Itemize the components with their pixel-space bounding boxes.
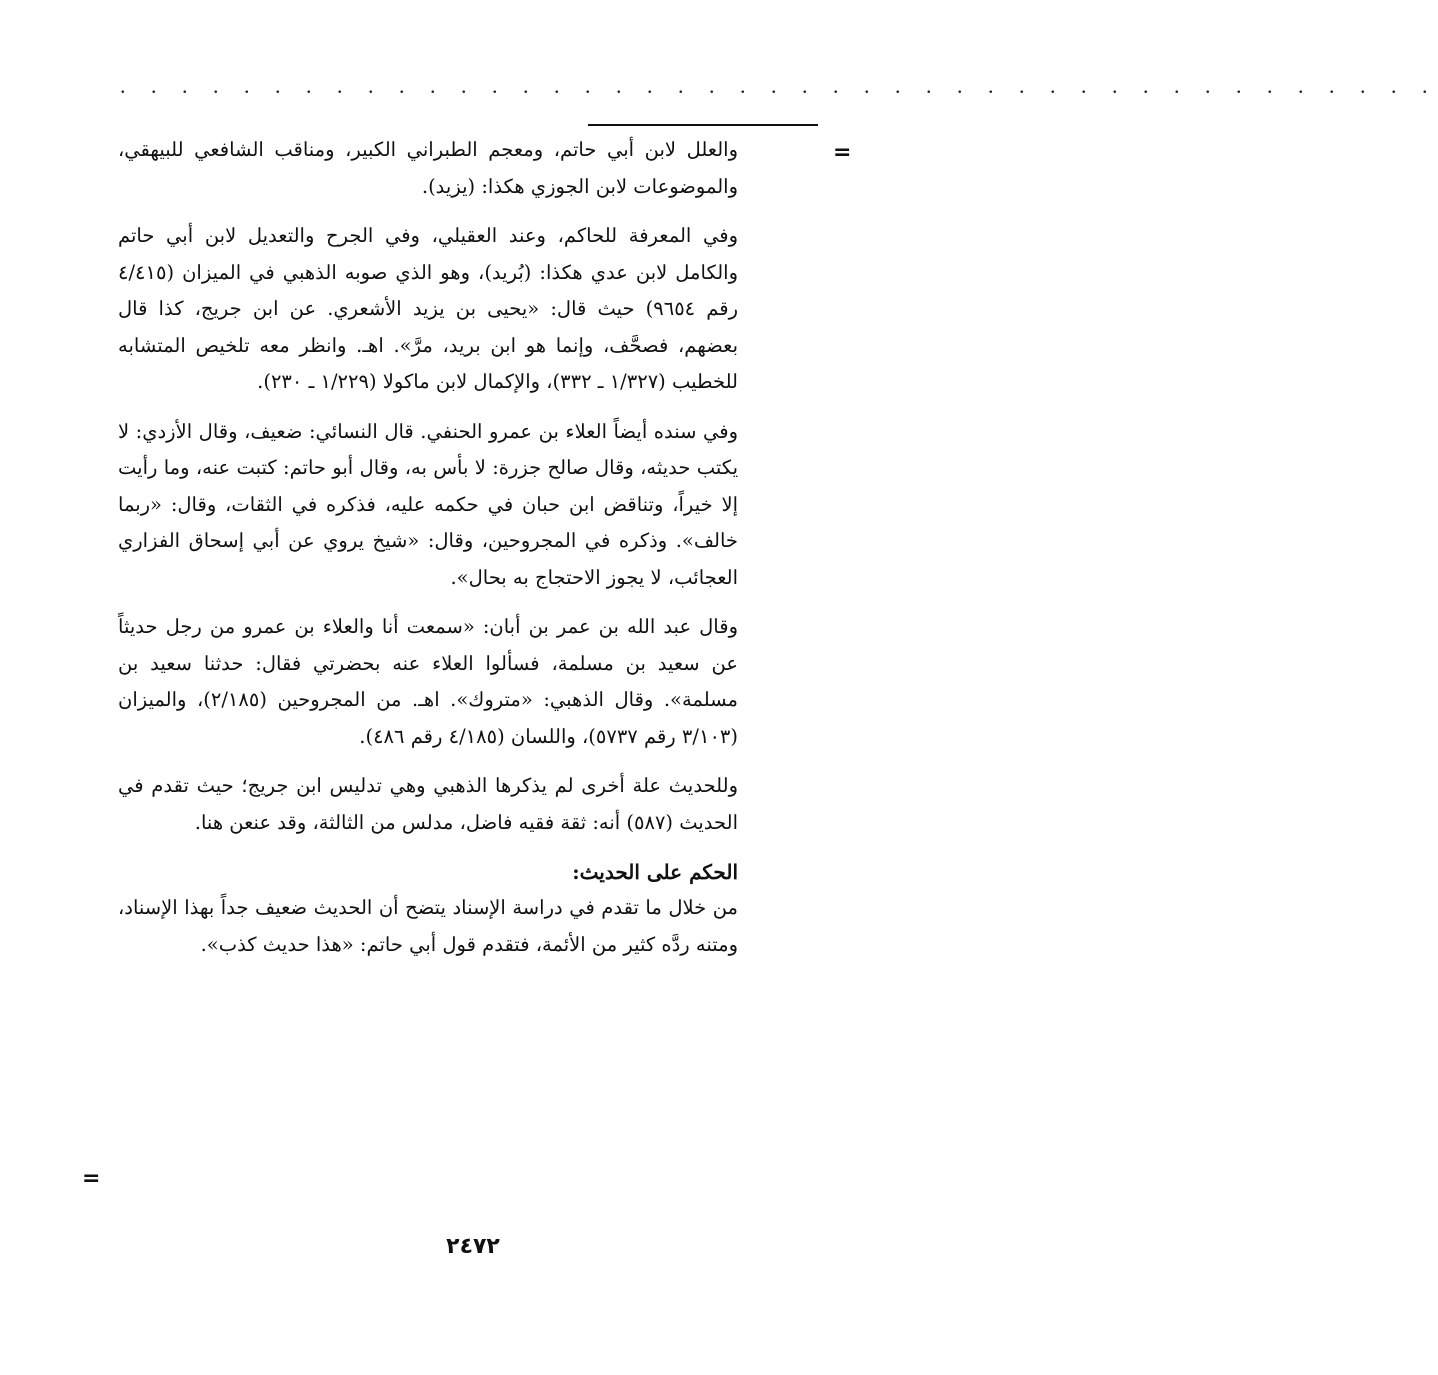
- footnote-separator-rule: [588, 124, 818, 126]
- continuation-mark-top: =: [833, 140, 852, 165]
- page-body: [118, 132, 738, 976]
- ruling-text: من خلال ما تقدم في دراسة الإسناد يتضح أن الحديث ضعيف جداً بهذا الإسناد، ومتنه ردَّه كثير من الأئمة، فتقدم قول أبي حاتم: «هذا حديث كذب».: [118, 896, 738, 956]
- paragraph-2: وفي المعرفة للحاكم، وعند العقيلي، وفي الجرح والتعديل لابن أبي حاتم والكامل لابن عدي هكذا: (بُريد)، وهو الذي صوبه الذهبي في الميزان (٤/٤١٥ رقم ٩٦٥٤) حيث قال: «يحيى بن يزيد الأشعري. عن ابن جريج، كذا قال بعضهم، فصحَّف، وإنما هو ابن بريد، مرَّ». اهـ. وانظر معه تلخيص المتشابه للخطيب (١/٣٢٧ ـ ٣٣٢)، والإكمال لابن ماكولا (١/٢٢٩ ـ ٢٣٠).: [118, 224, 738, 393]
- continuation-mark-bottom: =: [82, 1166, 101, 1191]
- paragraph-3: وفي سنده أيضاً العلاء بن عمرو الحنفي. قال النسائي: ضعيف، وقال الأزدي: لا يكتب حديثه، وقال صالح جزرة: لا بأس به، وقال أبو حاتم: كتبت عنه، وما رأيت إلا خيراً، وتناقض ابن حبان في حكمه عليه، فذكره في الثقات، وقال: «ربما خالف». وذكره في المجروحين، وقال: «شيخ يروي عن أبي إسحاق الفزاري العجائب، لا يجوز الاحتجاج به بحال».: [118, 419, 738, 589]
- page-number: ٢٤٧٢: [446, 1234, 500, 1259]
- paragraph-5: وللحديث علة أخرى لم يذكرها الذهبي وهي تدليس ابن جريج؛ حيث تقدم في الحديث (٥٨٧) أنه: ثقة فقيه فاضل، مدلس من الثالثة، وقد عنعن هنا.: [118, 774, 738, 834]
- ruling-heading: الحكم على الحديث:: [572, 860, 738, 884]
- paragraph-4: وقال عبد الله بن عمر بن أبان: «سمعت أنا والعلاء بن عمرو من رجل حديثاً عن سعيد بن مسلمة، فسألوا العلاء عنه بحضرتي فقال: حدثنا سعيد بن مسلمة». وقال الذهبي: «متروك». اهـ. من المجروحين (٢/١٨٥)، والميزان (٣/١٠٣ رقم ٥٧٣٧)، واللسان (٤/١٨٥ رقم ٤٨٦).: [118, 615, 738, 748]
- header-dotted-line: . . . . . . . . . . . . . . . . . . . . . . . . . . . . . . . . . . . . . . . . . . .: [120, 73, 1438, 98]
- paragraph-1: والعلل لابن أبي حاتم، ومعجم الطبراني الكبير، ومناقب الشافعي للبيهقي، والموضوعات لابن الجوزي هكذا: (يزيد).: [118, 138, 738, 198]
